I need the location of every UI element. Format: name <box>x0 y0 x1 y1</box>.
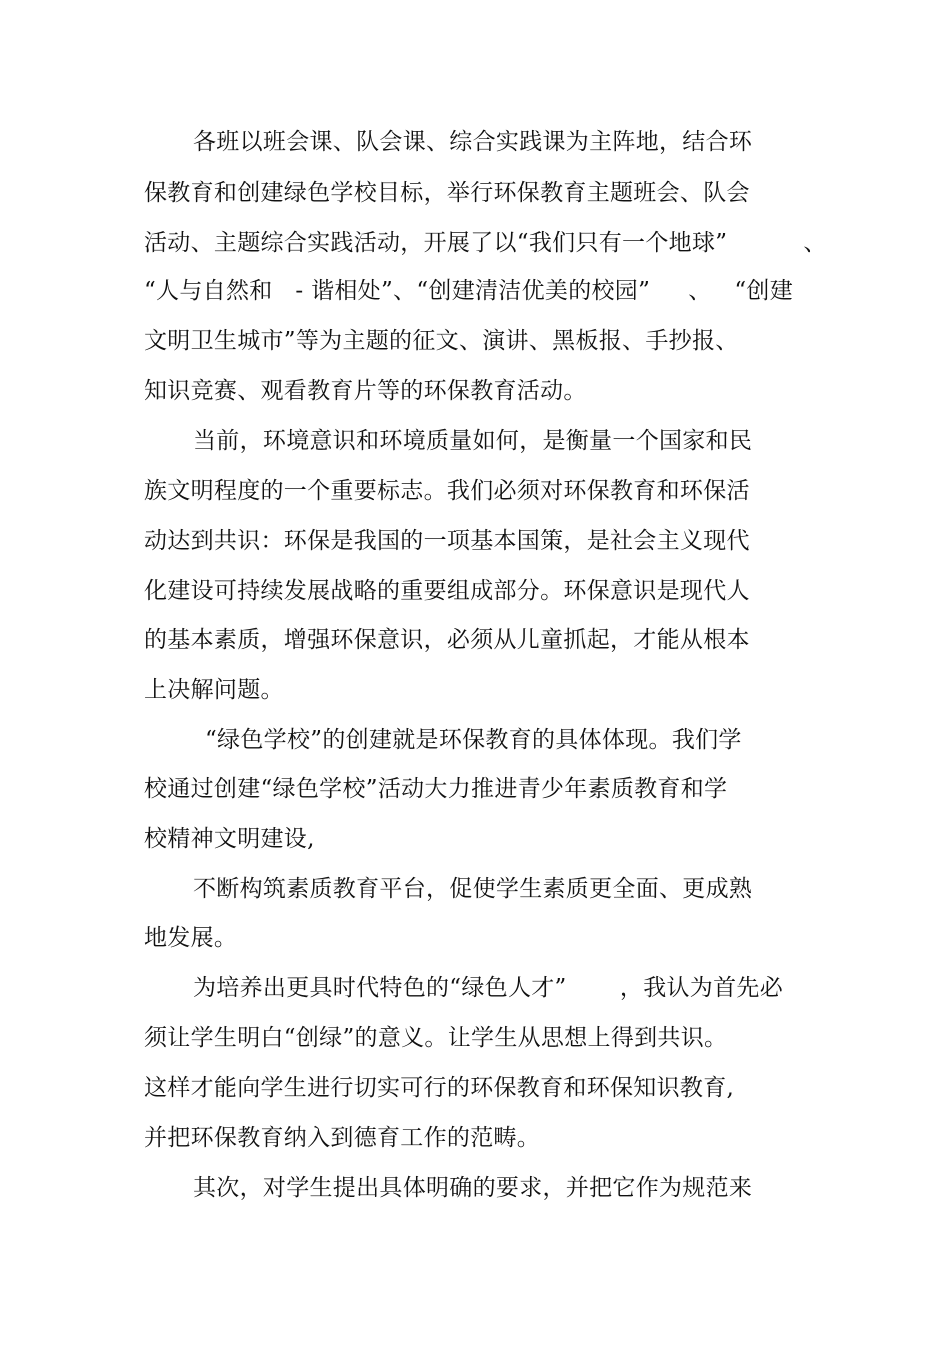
paragraph-line: 的基本素质，增强环保意识，必须从儿童抓起，才能从根本 <box>144 627 750 653</box>
paragraph-line: 当前，环境意识和环境质量如何，是衡量一个国家和民 <box>193 428 753 454</box>
paragraph-line: 保教育和创建绿色学校目标，举行环保教育主题班会、队会 <box>144 180 750 206</box>
paragraph-line: “人与自然和 - 谐相处”、“创建清洁优美的校园” 、 “创建 <box>144 278 793 304</box>
paragraph-line: 校精神文明建设, <box>144 826 315 852</box>
paragraph-line: 不断构筑素质教育平台，促使学生素质更全面、更成熟 <box>193 876 753 902</box>
paragraph-line: 校通过创建“绿色学校”活动大力推进青少年素质教育和学 <box>144 776 728 802</box>
paragraph-line: 各班以班会课、队会课、综合实践课为主阵地，结合环 <box>193 129 753 155</box>
paragraph-line: 知识竞赛、观看教育片等的环保教育活动。 <box>144 378 587 404</box>
paragraph-line: 文明卫生城市”等为主题的征文、演讲、黑板报、手抄报、 <box>144 328 739 354</box>
paragraph-line: 活动、主题综合实践活动，开展了以“我们只有一个地球” 、 <box>144 230 827 256</box>
paragraph-line: 动达到共识：环保是我国的一项基本国策，是社会主义现代 <box>144 528 750 554</box>
paragraph-line: 其次，对学生提出具体明确的要求，并把它作为规范来 <box>193 1175 753 1201</box>
paragraph-line: “绿色学校”的创建就是环保教育的具体体现。我们学 <box>205 727 742 753</box>
paragraph-line: 这样才能向学生进行切实可行的环保教育和环保知识教育, <box>144 1075 735 1101</box>
paragraph-line: 化建设可持续发展战略的重要组成部分。环保意识是现代人 <box>144 578 750 604</box>
paragraph-line: 上决解问题。 <box>144 677 284 703</box>
paragraph-line: 须让学生明白“创绿”的意义。让学生从思想上得到共识。 <box>144 1025 728 1051</box>
paragraph-line: 族文明程度的一个重要标志。我们必须对环保教育和环保活 <box>144 478 750 504</box>
paragraph-line: 并把环保教育纳入到德育工作的范畴。 <box>144 1125 541 1151</box>
paragraph-line: 地发展。 <box>144 925 238 951</box>
paragraph-line: 为培养出更具时代特色的“绿色人才” ，我认为首先必 <box>193 975 783 1001</box>
